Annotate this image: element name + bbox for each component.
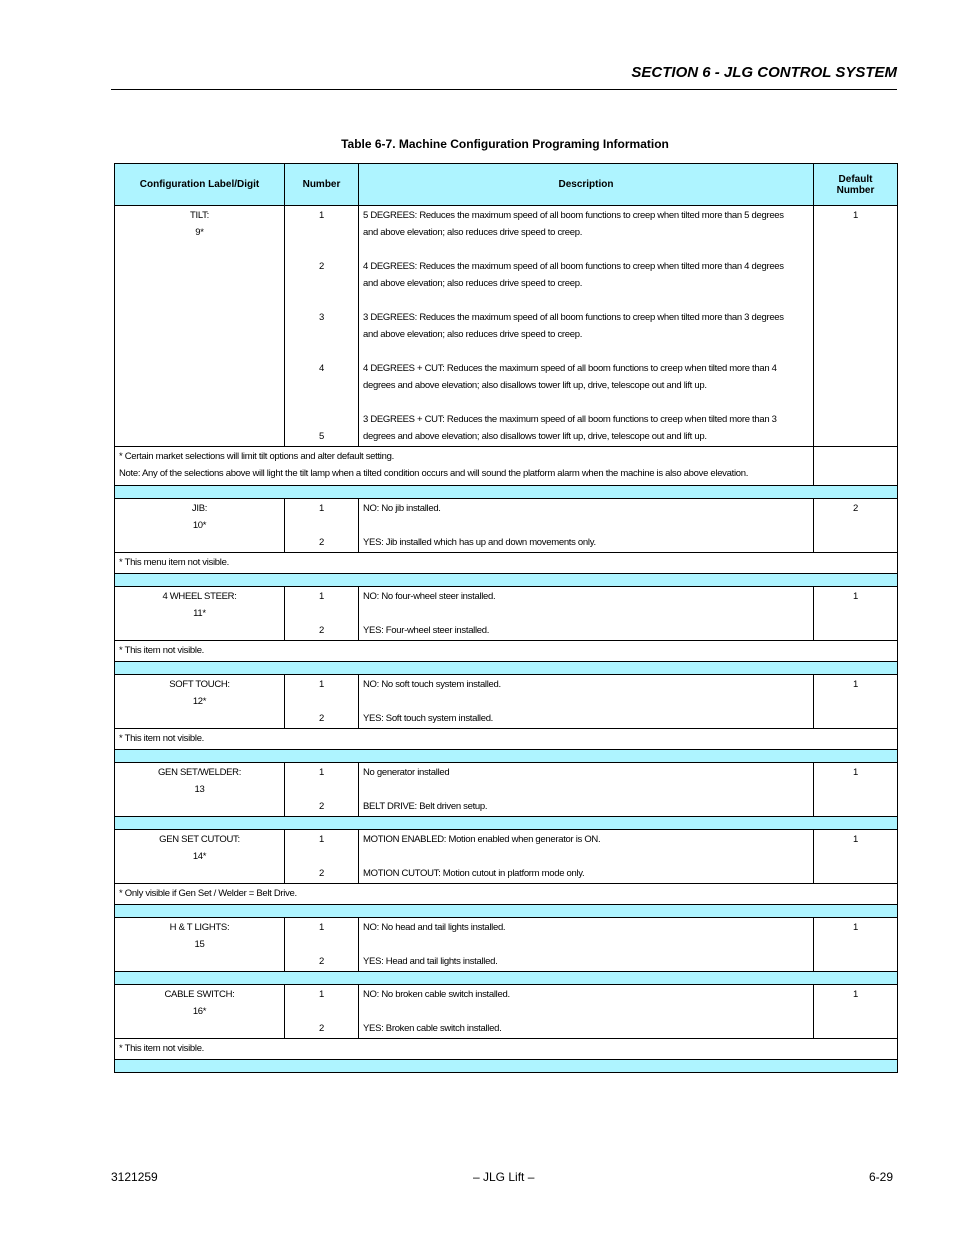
number-cell bbox=[285, 206, 359, 447]
config-label-cell bbox=[115, 763, 285, 817]
config-label: JIB: bbox=[191, 503, 208, 514]
note-line: Note: Any of the selections above will light the tilt lamp when a tilted condition occurs and will sound the platform alarm when the machine is also above elevation. bbox=[119, 468, 749, 479]
separator-cell bbox=[115, 905, 898, 918]
description-cell bbox=[359, 675, 814, 729]
default-header-line1: Default bbox=[838, 173, 873, 185]
option-number: 1 bbox=[319, 922, 324, 933]
default-number: 1 bbox=[853, 679, 858, 690]
config-group-row bbox=[115, 675, 898, 729]
option-number: 2 bbox=[319, 1023, 324, 1034]
footer-page-number: 6-29 bbox=[869, 1170, 894, 1184]
option-description-line: No generator installed bbox=[363, 767, 450, 778]
note-row bbox=[115, 553, 898, 574]
config-label: SOFT TOUCH: bbox=[169, 679, 230, 690]
config-label-cell bbox=[115, 587, 285, 641]
config-digit: 16* bbox=[192, 1006, 207, 1017]
note-line: * This item not visible. bbox=[119, 1043, 205, 1054]
option-description-line: YES: Soft touch system installed. bbox=[363, 713, 494, 724]
note-line: * This item not visible. bbox=[119, 733, 205, 744]
option-number-block bbox=[285, 865, 358, 882]
option-number: 2 bbox=[319, 868, 324, 879]
note-line: * This item not visible. bbox=[119, 645, 205, 656]
config-label: GEN SET CUTOUT: bbox=[159, 834, 240, 845]
table-header-row bbox=[115, 164, 898, 206]
option-description-line: degrees and above elevation; also disallows tower lift up, drive, telescope out and lift up. bbox=[363, 380, 707, 391]
option-description-block bbox=[363, 588, 813, 605]
config-group-row bbox=[115, 763, 898, 817]
option-description-line: YES: Jib installed which has up and down movements only. bbox=[363, 537, 596, 548]
separator-cell bbox=[115, 972, 898, 985]
option-description-block bbox=[363, 986, 813, 1003]
option-number-block bbox=[285, 953, 358, 970]
option-description-block bbox=[363, 1020, 813, 1037]
option-description-line: MOTION ENABLED: Motion enabled when generator is ON. bbox=[363, 834, 601, 845]
config-group-row bbox=[115, 830, 898, 884]
option-number-block bbox=[285, 411, 358, 445]
description-cell bbox=[359, 499, 814, 553]
option-number-block bbox=[285, 986, 358, 1003]
config-label-cell bbox=[115, 918, 285, 972]
config-label: 4 WHEEL STEER: bbox=[162, 591, 237, 602]
option-number-block bbox=[285, 710, 358, 727]
note-cell bbox=[115, 447, 814, 486]
option-description-line: and above elevation; also reduces drive speed to creep. bbox=[363, 329, 583, 340]
option-description-block bbox=[363, 309, 813, 343]
separator-cell bbox=[115, 817, 898, 830]
option-description-line: MOTION CUTOUT: Motion cutout in platform mode only. bbox=[363, 868, 585, 879]
option-number-block bbox=[285, 798, 358, 815]
config-digit: 13 bbox=[194, 784, 205, 795]
config-digit: 15 bbox=[194, 939, 205, 950]
option-number-block bbox=[285, 919, 358, 936]
default-number-cell bbox=[814, 830, 898, 884]
separator-row bbox=[115, 486, 898, 499]
default-number-cell bbox=[814, 587, 898, 641]
config-label: H & T LIGHTS: bbox=[169, 922, 230, 933]
config-digit: 14* bbox=[192, 851, 207, 862]
default-number-cell bbox=[814, 675, 898, 729]
option-number-block bbox=[285, 676, 358, 693]
config-label-cell bbox=[115, 675, 285, 729]
separator-cell bbox=[115, 486, 898, 499]
option-description-block bbox=[363, 831, 813, 848]
note-cell bbox=[115, 884, 898, 905]
note-empty-cell bbox=[814, 447, 898, 486]
option-description-block bbox=[363, 764, 813, 781]
note-cell bbox=[115, 1039, 898, 1060]
note-cell bbox=[115, 641, 898, 662]
default-number-cell bbox=[814, 763, 898, 817]
option-number-block bbox=[285, 500, 358, 517]
option-number: 3 bbox=[319, 312, 324, 323]
configuration-table bbox=[114, 163, 898, 1073]
option-number: 4 bbox=[319, 363, 324, 374]
footer-center: – JLG Lift – bbox=[473, 1170, 535, 1184]
option-description-block bbox=[363, 534, 813, 551]
option-description-block bbox=[363, 258, 813, 292]
option-number: 5 bbox=[319, 431, 324, 442]
description-cell bbox=[359, 763, 814, 817]
separator-row bbox=[115, 1060, 898, 1073]
option-description-block bbox=[363, 798, 813, 815]
note-cell bbox=[115, 729, 898, 750]
config-digit: 11* bbox=[193, 608, 206, 619]
config-label-cell bbox=[115, 206, 285, 447]
default-number-cell bbox=[814, 985, 898, 1039]
option-number: 1 bbox=[319, 591, 324, 602]
option-number-block bbox=[285, 1020, 358, 1037]
config-digit: 12* bbox=[192, 696, 207, 707]
option-number-block bbox=[285, 622, 358, 639]
default-number: 1 bbox=[853, 210, 858, 221]
option-description-block bbox=[363, 360, 813, 394]
table-title: Table 6-7. Machine Configuration Programing Information bbox=[341, 137, 669, 151]
option-number: 1 bbox=[319, 210, 324, 221]
option-description-block bbox=[363, 411, 813, 445]
option-description-line: NO: No head and tail lights installed. bbox=[363, 922, 506, 933]
number-cell bbox=[285, 587, 359, 641]
option-number: 2 bbox=[319, 625, 324, 636]
separator-row bbox=[115, 574, 898, 587]
option-description-line: YES: Four-wheel steer installed. bbox=[363, 625, 490, 636]
description-cell bbox=[359, 587, 814, 641]
option-number-block bbox=[285, 588, 358, 605]
description-cell bbox=[359, 985, 814, 1039]
config-label-cell bbox=[115, 499, 285, 553]
separator-cell bbox=[115, 1060, 898, 1073]
description-cell bbox=[359, 918, 814, 972]
separator-row bbox=[115, 817, 898, 830]
config-label: TILT: bbox=[190, 210, 209, 221]
option-description-line: YES: Head and tail lights installed. bbox=[363, 956, 498, 967]
separator-row bbox=[115, 905, 898, 918]
option-description-block bbox=[363, 865, 813, 882]
default-number: 2 bbox=[853, 503, 858, 514]
default-number: 1 bbox=[853, 834, 858, 845]
option-description-line: YES: Broken cable switch installed. bbox=[363, 1023, 502, 1034]
config-group-row bbox=[115, 918, 898, 972]
option-description-block bbox=[363, 919, 813, 936]
option-description-line: NO: No jib installed. bbox=[363, 503, 441, 514]
option-number: 2 bbox=[319, 261, 324, 272]
number-cell bbox=[285, 763, 359, 817]
option-description-block bbox=[363, 710, 813, 727]
option-number-block bbox=[285, 258, 358, 292]
option-number: 2 bbox=[319, 956, 324, 967]
note-row bbox=[115, 1039, 898, 1060]
config-digit: 9* bbox=[195, 227, 204, 238]
section-title: SECTION 6 - JLG CONTROL SYSTEM bbox=[631, 64, 897, 81]
default-number: 1 bbox=[853, 989, 858, 1000]
option-description-line: degrees and above elevation; also disallows tower lift up, drive, telescope out and lift up. bbox=[363, 431, 707, 442]
separator-cell bbox=[115, 750, 898, 763]
config-group-row bbox=[115, 206, 898, 447]
option-number: 1 bbox=[319, 767, 324, 778]
note-row bbox=[115, 641, 898, 662]
option-number: 1 bbox=[319, 503, 324, 514]
option-number: 2 bbox=[319, 713, 324, 724]
option-description-block bbox=[363, 500, 813, 517]
option-number-block bbox=[285, 207, 358, 241]
column-header-default bbox=[814, 164, 898, 206]
option-description-block bbox=[363, 953, 813, 970]
option-number: 1 bbox=[319, 989, 324, 1000]
option-description-line: 4 DEGREES: Reduces the maximum speed of all boom functions to creep when tilted more than 4 degrees bbox=[363, 261, 784, 272]
config-group-row bbox=[115, 587, 898, 641]
option-number: 1 bbox=[319, 679, 324, 690]
note-line: * This menu item not visible. bbox=[119, 557, 229, 568]
separator-cell bbox=[115, 574, 898, 587]
number-cell bbox=[285, 675, 359, 729]
option-description-line: BELT DRIVE: Belt driven setup. bbox=[363, 801, 488, 812]
option-description-line: and above elevation; also reduces drive speed to creep. bbox=[363, 278, 583, 289]
note-row bbox=[115, 729, 898, 750]
separator-row bbox=[115, 750, 898, 763]
default-header-line2: Number bbox=[836, 184, 875, 196]
note-row bbox=[115, 884, 898, 905]
config-label: GEN SET/WELDER: bbox=[157, 767, 242, 778]
number-cell bbox=[285, 499, 359, 553]
option-description-line: 3 DEGREES + CUT: Reduces the maximum speed of all boom functions to creep when tilted more than 3 bbox=[363, 414, 777, 425]
column-header-label: Configuration Label/Digit bbox=[115, 164, 285, 206]
table-body bbox=[115, 206, 898, 1073]
option-number-block bbox=[285, 309, 358, 343]
option-number-block bbox=[285, 534, 358, 551]
separator-cell bbox=[115, 662, 898, 675]
option-number: 2 bbox=[319, 801, 324, 812]
column-header-number: Number bbox=[285, 164, 359, 206]
option-number: 2 bbox=[319, 537, 324, 548]
config-label-cell bbox=[115, 985, 285, 1039]
option-description-line: 5 DEGREES: Reduces the maximum speed of all boom functions to creep when tilted more than 5 degrees bbox=[363, 210, 784, 221]
note-line: * Certain market selections will limit tilt options and alter default setting. bbox=[119, 451, 394, 462]
config-group-row bbox=[115, 985, 898, 1039]
option-number: 1 bbox=[319, 834, 324, 845]
number-cell bbox=[285, 830, 359, 884]
config-group-row bbox=[115, 499, 898, 553]
option-number-block bbox=[285, 831, 358, 848]
config-label: CABLE SWITCH: bbox=[164, 989, 235, 1000]
option-description-line: NO: No broken cable switch installed. bbox=[363, 989, 510, 1000]
separator-row bbox=[115, 972, 898, 985]
note-line: * Only visible if Gen Set / Welder = Belt Drive. bbox=[119, 888, 297, 899]
default-number-cell bbox=[814, 499, 898, 553]
default-number-cell bbox=[814, 206, 898, 447]
note-cell bbox=[115, 553, 898, 574]
option-description-line: 3 DEGREES: Reduces the maximum speed of all boom functions to creep when tilted more than 3 degrees bbox=[363, 312, 784, 323]
option-description-block bbox=[363, 676, 813, 693]
option-number-block bbox=[285, 764, 358, 781]
option-description-line: NO: No soft touch system installed. bbox=[363, 679, 501, 690]
option-description-block bbox=[363, 622, 813, 639]
default-number: 1 bbox=[853, 767, 858, 778]
option-description-line: NO: No four-wheel steer installed. bbox=[363, 591, 496, 602]
config-digit: 10* bbox=[192, 520, 207, 531]
number-cell bbox=[285, 985, 359, 1039]
description-cell bbox=[359, 830, 814, 884]
column-header-description: Description bbox=[359, 164, 814, 206]
option-description-line: and above elevation; also reduces drive speed to creep. bbox=[363, 227, 583, 238]
number-cell bbox=[285, 918, 359, 972]
config-label-cell bbox=[115, 830, 285, 884]
option-description-line: 4 DEGREES + CUT: Reduces the maximum speed of all boom functions to creep when tilted more than 4 bbox=[363, 363, 777, 374]
footer-doc-number: 3121259 bbox=[111, 1170, 158, 1184]
note-row bbox=[115, 447, 898, 486]
option-description-block bbox=[363, 207, 813, 241]
option-number-block bbox=[285, 360, 358, 394]
page-header bbox=[111, 0, 897, 90]
default-number: 1 bbox=[853, 591, 858, 602]
default-number: 1 bbox=[853, 922, 858, 933]
description-cell bbox=[359, 206, 814, 447]
separator-row bbox=[115, 662, 898, 675]
default-number-cell bbox=[814, 918, 898, 972]
